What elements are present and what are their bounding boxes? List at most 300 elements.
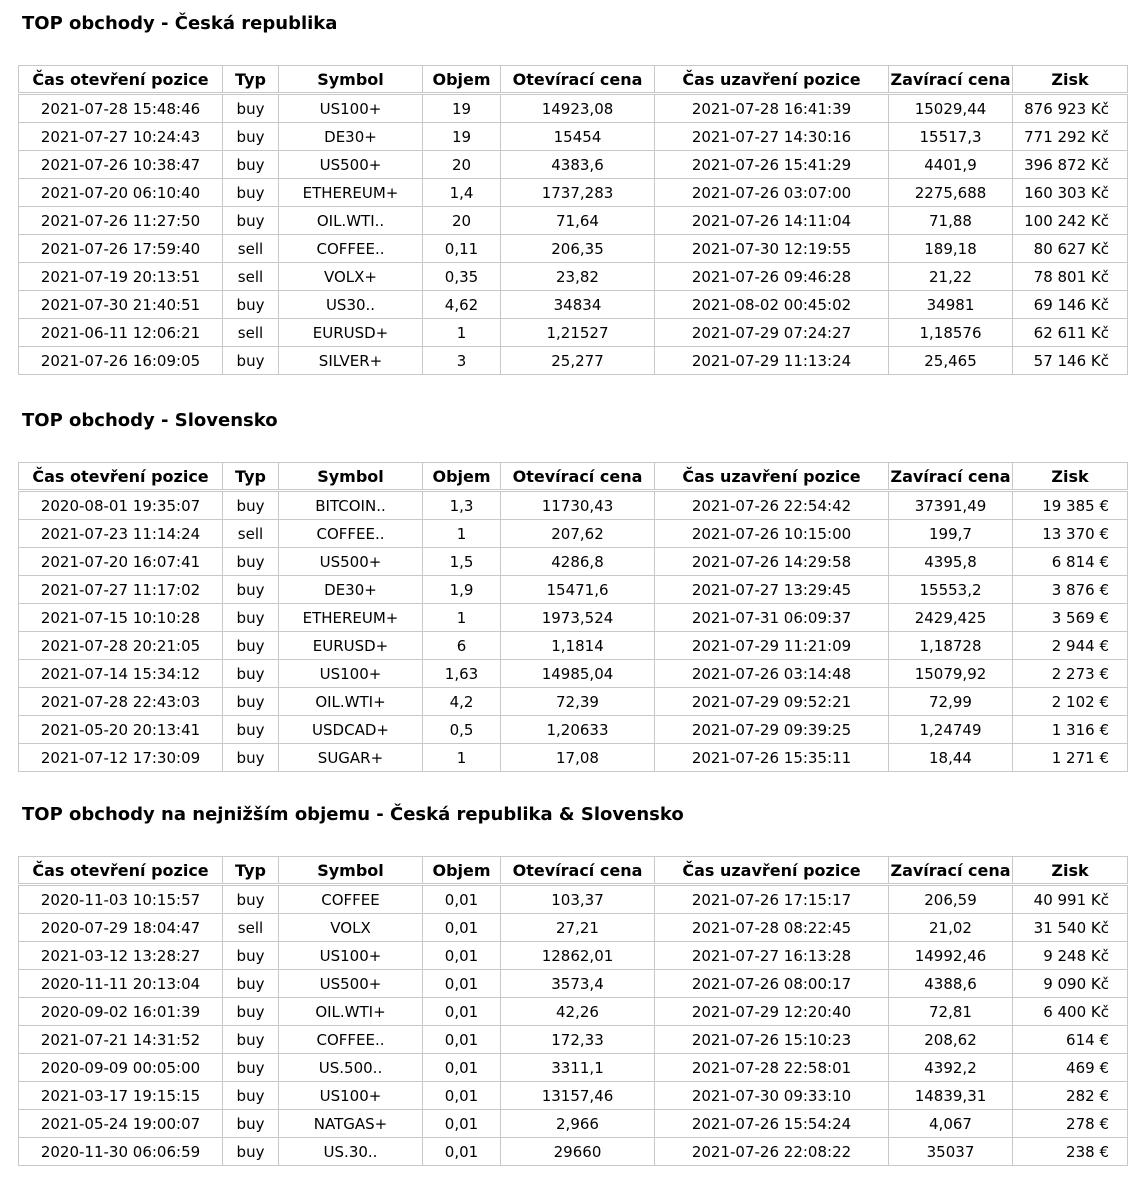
type-cell: sell	[223, 520, 279, 548]
open-time-cell: 2021-07-28 15:48:46	[19, 94, 223, 123]
symbol-cell: EURUSD+	[279, 632, 423, 660]
volume-cell: 0,5	[423, 716, 501, 744]
type-cell: buy	[223, 1082, 279, 1110]
profit-cell: 9 248 Kč	[1013, 942, 1128, 970]
open-price-cell: 29660	[501, 1138, 655, 1166]
close-time-cell: 2021-07-26 03:07:00	[655, 179, 889, 207]
volume-cell: 0,01	[423, 970, 501, 998]
profit-cell: 282 €	[1013, 1082, 1128, 1110]
type-cell: sell	[223, 319, 279, 347]
open-price-cell: 15471,6	[501, 576, 655, 604]
section-title: TOP obchody na nejnižším objemu - Česká republika & Slovensko	[22, 804, 684, 825]
table-row	[19, 942, 1128, 970]
table-row	[19, 151, 1128, 179]
profit-cell: 6 814 €	[1013, 548, 1128, 576]
close-price-cell: 14839,31	[889, 1082, 1013, 1110]
profit-cell: 31 540 Kč	[1013, 914, 1128, 942]
open-price-cell: 1973,524	[501, 604, 655, 632]
close-price-cell: 1,24749	[889, 716, 1013, 744]
open-price-cell: 27,21	[501, 914, 655, 942]
symbol-cell: OIL.WTI+	[279, 998, 423, 1026]
section-title: TOP obchody - Česká republika	[22, 13, 338, 34]
profit-cell: 1 316 €	[1013, 716, 1128, 744]
close-time-cell: 2021-07-26 17:15:17	[655, 885, 889, 914]
header-symbol: Symbol	[279, 857, 423, 885]
header-open-time: Čas otevření pozice	[19, 463, 223, 491]
table-row	[19, 688, 1128, 716]
symbol-cell: US.500..	[279, 1054, 423, 1082]
volume-cell: 0,01	[423, 914, 501, 942]
profit-cell: 57 146 Kč	[1013, 347, 1128, 375]
table-row	[19, 744, 1128, 772]
header-profit: Zisk	[1013, 463, 1128, 491]
volume-cell: 1,4	[423, 179, 501, 207]
open-time-cell: 2020-07-29 18:04:47	[19, 914, 223, 942]
open-time-cell: 2021-07-21 14:31:52	[19, 1026, 223, 1054]
top-trades-lowest-volume-table	[18, 856, 1128, 1166]
close-time-cell: 2021-07-30 09:33:10	[655, 1082, 889, 1110]
close-price-cell: 14992,46	[889, 942, 1013, 970]
open-time-cell: 2020-09-09 00:05:00	[19, 1054, 223, 1082]
volume-cell: 0,01	[423, 1110, 501, 1138]
symbol-cell: COFFEE..	[279, 1026, 423, 1054]
table-row	[19, 998, 1128, 1026]
open-price-cell: 13157,46	[501, 1082, 655, 1110]
volume-cell: 4,2	[423, 688, 501, 716]
close-time-cell: 2021-07-29 11:13:24	[655, 347, 889, 375]
volume-cell: 1	[423, 604, 501, 632]
symbol-cell: COFFEE..	[279, 235, 423, 263]
volume-cell: 0,01	[423, 1054, 501, 1082]
close-price-cell: 208,62	[889, 1026, 1013, 1054]
open-price-cell: 1737,283	[501, 179, 655, 207]
type-cell: buy	[223, 1138, 279, 1166]
profit-cell: 3 876 €	[1013, 576, 1128, 604]
type-cell: buy	[223, 998, 279, 1026]
table-row	[19, 1054, 1128, 1082]
open-time-cell: 2020-11-11 20:13:04	[19, 970, 223, 998]
table-row	[19, 263, 1128, 291]
profit-cell: 2 944 €	[1013, 632, 1128, 660]
open-time-cell: 2021-03-12 13:28:27	[19, 942, 223, 970]
close-time-cell: 2021-07-26 14:29:58	[655, 548, 889, 576]
table-row	[19, 291, 1128, 319]
profit-cell: 80 627 Kč	[1013, 235, 1128, 263]
profit-cell: 771 292 Kč	[1013, 123, 1128, 151]
header-row	[19, 857, 1128, 885]
profit-cell: 876 923 Kč	[1013, 94, 1128, 123]
close-price-cell: 25,465	[889, 347, 1013, 375]
volume-cell: 3	[423, 347, 501, 375]
open-time-cell: 2021-03-17 19:15:15	[19, 1082, 223, 1110]
table-row	[19, 885, 1128, 914]
symbol-cell: USDCAD+	[279, 716, 423, 744]
open-price-cell: 34834	[501, 291, 655, 319]
open-time-cell: 2021-07-28 22:43:03	[19, 688, 223, 716]
table-row	[19, 914, 1128, 942]
close-price-cell: 4388,6	[889, 970, 1013, 998]
close-time-cell: 2021-07-30 12:19:55	[655, 235, 889, 263]
symbol-cell: US500+	[279, 970, 423, 998]
open-price-cell: 103,37	[501, 885, 655, 914]
profit-cell: 40 991 Kč	[1013, 885, 1128, 914]
open-price-cell: 23,82	[501, 263, 655, 291]
open-time-cell: 2021-05-24 19:00:07	[19, 1110, 223, 1138]
top-trades-cz-table	[18, 65, 1128, 375]
type-cell: buy	[223, 123, 279, 151]
open-price-cell: 207,62	[501, 520, 655, 548]
type-cell: buy	[223, 576, 279, 604]
header-type: Typ	[223, 66, 279, 94]
symbol-cell: VOLX+	[279, 263, 423, 291]
type-cell: sell	[223, 263, 279, 291]
close-time-cell: 2021-07-29 12:20:40	[655, 998, 889, 1026]
open-time-cell: 2021-07-14 15:34:12	[19, 660, 223, 688]
close-time-cell: 2021-07-29 07:24:27	[655, 319, 889, 347]
header-open-price: Otevírací cena	[501, 463, 655, 491]
profit-cell: 238 €	[1013, 1138, 1128, 1166]
profit-cell: 278 €	[1013, 1110, 1128, 1138]
close-price-cell: 37391,49	[889, 491, 1013, 520]
symbol-cell: OIL.WTI..	[279, 207, 423, 235]
type-cell: buy	[223, 548, 279, 576]
open-time-cell: 2021-07-26 17:59:40	[19, 235, 223, 263]
close-price-cell: 34981	[889, 291, 1013, 319]
open-time-cell: 2021-07-15 10:10:28	[19, 604, 223, 632]
volume-cell: 1,63	[423, 660, 501, 688]
type-cell: buy	[223, 604, 279, 632]
close-time-cell: 2021-07-27 13:29:45	[655, 576, 889, 604]
symbol-cell: US100+	[279, 94, 423, 123]
type-cell: sell	[223, 235, 279, 263]
close-price-cell: 35037	[889, 1138, 1013, 1166]
volume-cell: 0,01	[423, 885, 501, 914]
close-price-cell: 15553,2	[889, 576, 1013, 604]
table-row	[19, 179, 1128, 207]
open-time-cell: 2021-07-26 16:09:05	[19, 347, 223, 375]
symbol-cell: ETHEREUM+	[279, 179, 423, 207]
header-open-price: Otevírací cena	[501, 66, 655, 94]
header-symbol: Symbol	[279, 66, 423, 94]
section-title: TOP obchody - Slovensko	[22, 410, 278, 431]
symbol-cell: EURUSD+	[279, 319, 423, 347]
close-price-cell: 72,99	[889, 688, 1013, 716]
type-cell: buy	[223, 716, 279, 744]
profit-cell: 62 611 Kč	[1013, 319, 1128, 347]
close-time-cell: 2021-07-28 22:58:01	[655, 1054, 889, 1082]
volume-cell: 19	[423, 94, 501, 123]
open-time-cell: 2021-07-27 10:24:43	[19, 123, 223, 151]
close-price-cell: 4392,2	[889, 1054, 1013, 1082]
top-trades-sk-table	[18, 462, 1128, 772]
open-time-cell: 2021-07-23 11:14:24	[19, 520, 223, 548]
close-time-cell: 2021-07-27 14:30:16	[655, 123, 889, 151]
volume-cell: 0,01	[423, 942, 501, 970]
close-price-cell: 18,44	[889, 744, 1013, 772]
profit-cell: 13 370 €	[1013, 520, 1128, 548]
profit-cell: 2 102 €	[1013, 688, 1128, 716]
close-time-cell: 2021-07-28 16:41:39	[655, 94, 889, 123]
profit-cell: 6 400 Kč	[1013, 998, 1128, 1026]
table-row	[19, 1082, 1128, 1110]
profit-cell: 160 303 Kč	[1013, 179, 1128, 207]
profit-cell: 78 801 Kč	[1013, 263, 1128, 291]
volume-cell: 1	[423, 744, 501, 772]
symbol-cell: COFFEE	[279, 885, 423, 914]
table-row	[19, 1026, 1128, 1054]
close-price-cell: 189,18	[889, 235, 1013, 263]
close-time-cell: 2021-07-29 09:52:21	[655, 688, 889, 716]
table-row	[19, 632, 1128, 660]
close-time-cell: 2021-07-28 08:22:45	[655, 914, 889, 942]
table-row	[19, 520, 1128, 548]
symbol-cell: DE30+	[279, 576, 423, 604]
close-time-cell: 2021-07-29 11:21:09	[655, 632, 889, 660]
header-symbol: Symbol	[279, 463, 423, 491]
volume-cell: 19	[423, 123, 501, 151]
volume-cell: 1,5	[423, 548, 501, 576]
close-price-cell: 2275,688	[889, 179, 1013, 207]
close-price-cell: 15079,92	[889, 660, 1013, 688]
close-time-cell: 2021-07-31 06:09:37	[655, 604, 889, 632]
close-time-cell: 2021-07-26 22:08:22	[655, 1138, 889, 1166]
open-price-cell: 15454	[501, 123, 655, 151]
type-cell: buy	[223, 347, 279, 375]
close-time-cell: 2021-07-26 03:14:48	[655, 660, 889, 688]
profit-cell: 100 242 Kč	[1013, 207, 1128, 235]
symbol-cell: US100+	[279, 660, 423, 688]
volume-cell: 1,3	[423, 491, 501, 520]
open-price-cell: 3311,1	[501, 1054, 655, 1082]
close-time-cell: 2021-07-26 15:35:11	[655, 744, 889, 772]
symbol-cell: NATGAS+	[279, 1110, 423, 1138]
close-price-cell: 4,067	[889, 1110, 1013, 1138]
header-volume: Objem	[423, 857, 501, 885]
symbol-cell: DE30+	[279, 123, 423, 151]
volume-cell: 20	[423, 151, 501, 179]
open-time-cell: 2021-07-20 06:10:40	[19, 179, 223, 207]
open-price-cell: 42,26	[501, 998, 655, 1026]
header-close-time: Čas uzavření pozice	[655, 66, 889, 94]
volume-cell: 6	[423, 632, 501, 660]
type-cell: buy	[223, 660, 279, 688]
type-cell: buy	[223, 1054, 279, 1082]
open-price-cell: 25,277	[501, 347, 655, 375]
open-price-cell: 11730,43	[501, 491, 655, 520]
open-time-cell: 2020-11-30 06:06:59	[19, 1138, 223, 1166]
open-time-cell: 2020-09-02 16:01:39	[19, 998, 223, 1026]
open-time-cell: 2021-07-19 20:13:51	[19, 263, 223, 291]
header-close-time: Čas uzavření pozice	[655, 463, 889, 491]
close-time-cell: 2021-07-26 09:46:28	[655, 263, 889, 291]
header-open-time: Čas otevření pozice	[19, 857, 223, 885]
open-time-cell: 2021-05-20 20:13:41	[19, 716, 223, 744]
volume-cell: 1,9	[423, 576, 501, 604]
open-price-cell: 1,21527	[501, 319, 655, 347]
open-price-cell: 1,20633	[501, 716, 655, 744]
header-profit: Zisk	[1013, 857, 1128, 885]
symbol-cell: BITCOIN..	[279, 491, 423, 520]
header-open-time: Čas otevření pozice	[19, 66, 223, 94]
type-cell: buy	[223, 1110, 279, 1138]
close-price-cell: 21,02	[889, 914, 1013, 942]
type-cell: sell	[223, 914, 279, 942]
close-time-cell: 2021-07-27 16:13:28	[655, 942, 889, 970]
header-close-time: Čas uzavření pozice	[655, 857, 889, 885]
open-time-cell: 2020-08-01 19:35:07	[19, 491, 223, 520]
close-time-cell: 2021-07-26 15:10:23	[655, 1026, 889, 1054]
open-time-cell: 2021-07-27 11:17:02	[19, 576, 223, 604]
close-time-cell: 2021-07-26 15:54:24	[655, 1110, 889, 1138]
profit-cell: 9 090 Kč	[1013, 970, 1128, 998]
volume-cell: 4,62	[423, 291, 501, 319]
header-open-price: Otevírací cena	[501, 857, 655, 885]
type-cell: buy	[223, 151, 279, 179]
type-cell: buy	[223, 94, 279, 123]
header-close-price: Zavírací cena	[889, 463, 1013, 491]
symbol-cell: SILVER+	[279, 347, 423, 375]
symbol-cell: SUGAR+	[279, 744, 423, 772]
profit-cell: 19 385 €	[1013, 491, 1128, 520]
table-row	[19, 970, 1128, 998]
header-volume: Objem	[423, 463, 501, 491]
open-price-cell: 172,33	[501, 1026, 655, 1054]
open-time-cell: 2021-07-28 20:21:05	[19, 632, 223, 660]
profit-cell: 396 872 Kč	[1013, 151, 1128, 179]
table-row	[19, 716, 1128, 744]
header-close-price: Zavírací cena	[889, 66, 1013, 94]
type-cell: buy	[223, 688, 279, 716]
profit-cell: 614 €	[1013, 1026, 1128, 1054]
type-cell: buy	[223, 632, 279, 660]
header-close-price: Zavírací cena	[889, 857, 1013, 885]
open-price-cell: 3573,4	[501, 970, 655, 998]
open-time-cell: 2020-11-03 10:15:57	[19, 885, 223, 914]
open-price-cell: 4383,6	[501, 151, 655, 179]
symbol-cell: US500+	[279, 548, 423, 576]
close-price-cell: 206,59	[889, 885, 1013, 914]
close-time-cell: 2021-07-26 10:15:00	[655, 520, 889, 548]
type-cell: buy	[223, 207, 279, 235]
type-cell: buy	[223, 1026, 279, 1054]
open-price-cell: 12862,01	[501, 942, 655, 970]
table-row	[19, 235, 1128, 263]
volume-cell: 0,01	[423, 1082, 501, 1110]
header-row	[19, 66, 1128, 94]
table-row	[19, 123, 1128, 151]
open-price-cell: 71,64	[501, 207, 655, 235]
profit-cell: 69 146 Kč	[1013, 291, 1128, 319]
close-price-cell: 1,18576	[889, 319, 1013, 347]
close-time-cell: 2021-07-29 09:39:25	[655, 716, 889, 744]
close-price-cell: 21,22	[889, 263, 1013, 291]
symbol-cell: US.30..	[279, 1138, 423, 1166]
open-time-cell: 2021-07-12 17:30:09	[19, 744, 223, 772]
close-price-cell: 4395,8	[889, 548, 1013, 576]
type-cell: buy	[223, 491, 279, 520]
type-cell: buy	[223, 885, 279, 914]
profit-cell: 2 273 €	[1013, 660, 1128, 688]
profit-cell: 1 271 €	[1013, 744, 1128, 772]
open-time-cell: 2021-07-26 10:38:47	[19, 151, 223, 179]
close-time-cell: 2021-07-26 14:11:04	[655, 207, 889, 235]
volume-cell: 1	[423, 520, 501, 548]
symbol-cell: US500+	[279, 151, 423, 179]
open-time-cell: 2021-06-11 12:06:21	[19, 319, 223, 347]
open-price-cell: 14923,08	[501, 94, 655, 123]
symbol-cell: US100+	[279, 942, 423, 970]
table-row	[19, 576, 1128, 604]
type-cell: buy	[223, 179, 279, 207]
open-price-cell: 206,35	[501, 235, 655, 263]
symbol-cell: OIL.WTI+	[279, 688, 423, 716]
header-volume: Objem	[423, 66, 501, 94]
symbol-cell: ETHEREUM+	[279, 604, 423, 632]
close-price-cell: 71,88	[889, 207, 1013, 235]
open-price-cell: 14985,04	[501, 660, 655, 688]
symbol-cell: US100+	[279, 1082, 423, 1110]
close-time-cell: 2021-07-26 22:54:42	[655, 491, 889, 520]
close-price-cell: 4401,9	[889, 151, 1013, 179]
open-price-cell: 2,966	[501, 1110, 655, 1138]
type-cell: buy	[223, 942, 279, 970]
close-price-cell: 199,7	[889, 520, 1013, 548]
close-time-cell: 2021-07-26 08:00:17	[655, 970, 889, 998]
symbol-cell: VOLX	[279, 914, 423, 942]
close-price-cell: 72,81	[889, 998, 1013, 1026]
table-row	[19, 207, 1128, 235]
volume-cell: 0,01	[423, 1138, 501, 1166]
volume-cell: 0,01	[423, 998, 501, 1026]
open-price-cell: 4286,8	[501, 548, 655, 576]
open-time-cell: 2021-07-30 21:40:51	[19, 291, 223, 319]
close-price-cell: 1,18728	[889, 632, 1013, 660]
volume-cell: 20	[423, 207, 501, 235]
close-price-cell: 2429,425	[889, 604, 1013, 632]
header-type: Typ	[223, 463, 279, 491]
table-row	[19, 1138, 1128, 1166]
symbol-cell: COFFEE..	[279, 520, 423, 548]
table-row	[19, 604, 1128, 632]
open-price-cell: 72,39	[501, 688, 655, 716]
open-time-cell: 2021-07-26 11:27:50	[19, 207, 223, 235]
close-price-cell: 15517,3	[889, 123, 1013, 151]
volume-cell: 0,01	[423, 1026, 501, 1054]
type-cell: buy	[223, 291, 279, 319]
table-row	[19, 491, 1128, 520]
header-row	[19, 463, 1128, 491]
open-price-cell: 1,1814	[501, 632, 655, 660]
header-type: Typ	[223, 857, 279, 885]
volume-cell: 0,35	[423, 263, 501, 291]
close-time-cell: 2021-08-02 00:45:02	[655, 291, 889, 319]
profit-cell: 469 €	[1013, 1054, 1128, 1082]
table-row	[19, 347, 1128, 375]
volume-cell: 1	[423, 319, 501, 347]
open-price-cell: 17,08	[501, 744, 655, 772]
table-row	[19, 660, 1128, 688]
table-row	[19, 94, 1128, 123]
profit-cell: 3 569 €	[1013, 604, 1128, 632]
type-cell: buy	[223, 744, 279, 772]
volume-cell: 0,11	[423, 235, 501, 263]
symbol-cell: US30..	[279, 291, 423, 319]
type-cell: buy	[223, 970, 279, 998]
table-row	[19, 548, 1128, 576]
open-time-cell: 2021-07-20 16:07:41	[19, 548, 223, 576]
close-time-cell: 2021-07-26 15:41:29	[655, 151, 889, 179]
table-row	[19, 319, 1128, 347]
